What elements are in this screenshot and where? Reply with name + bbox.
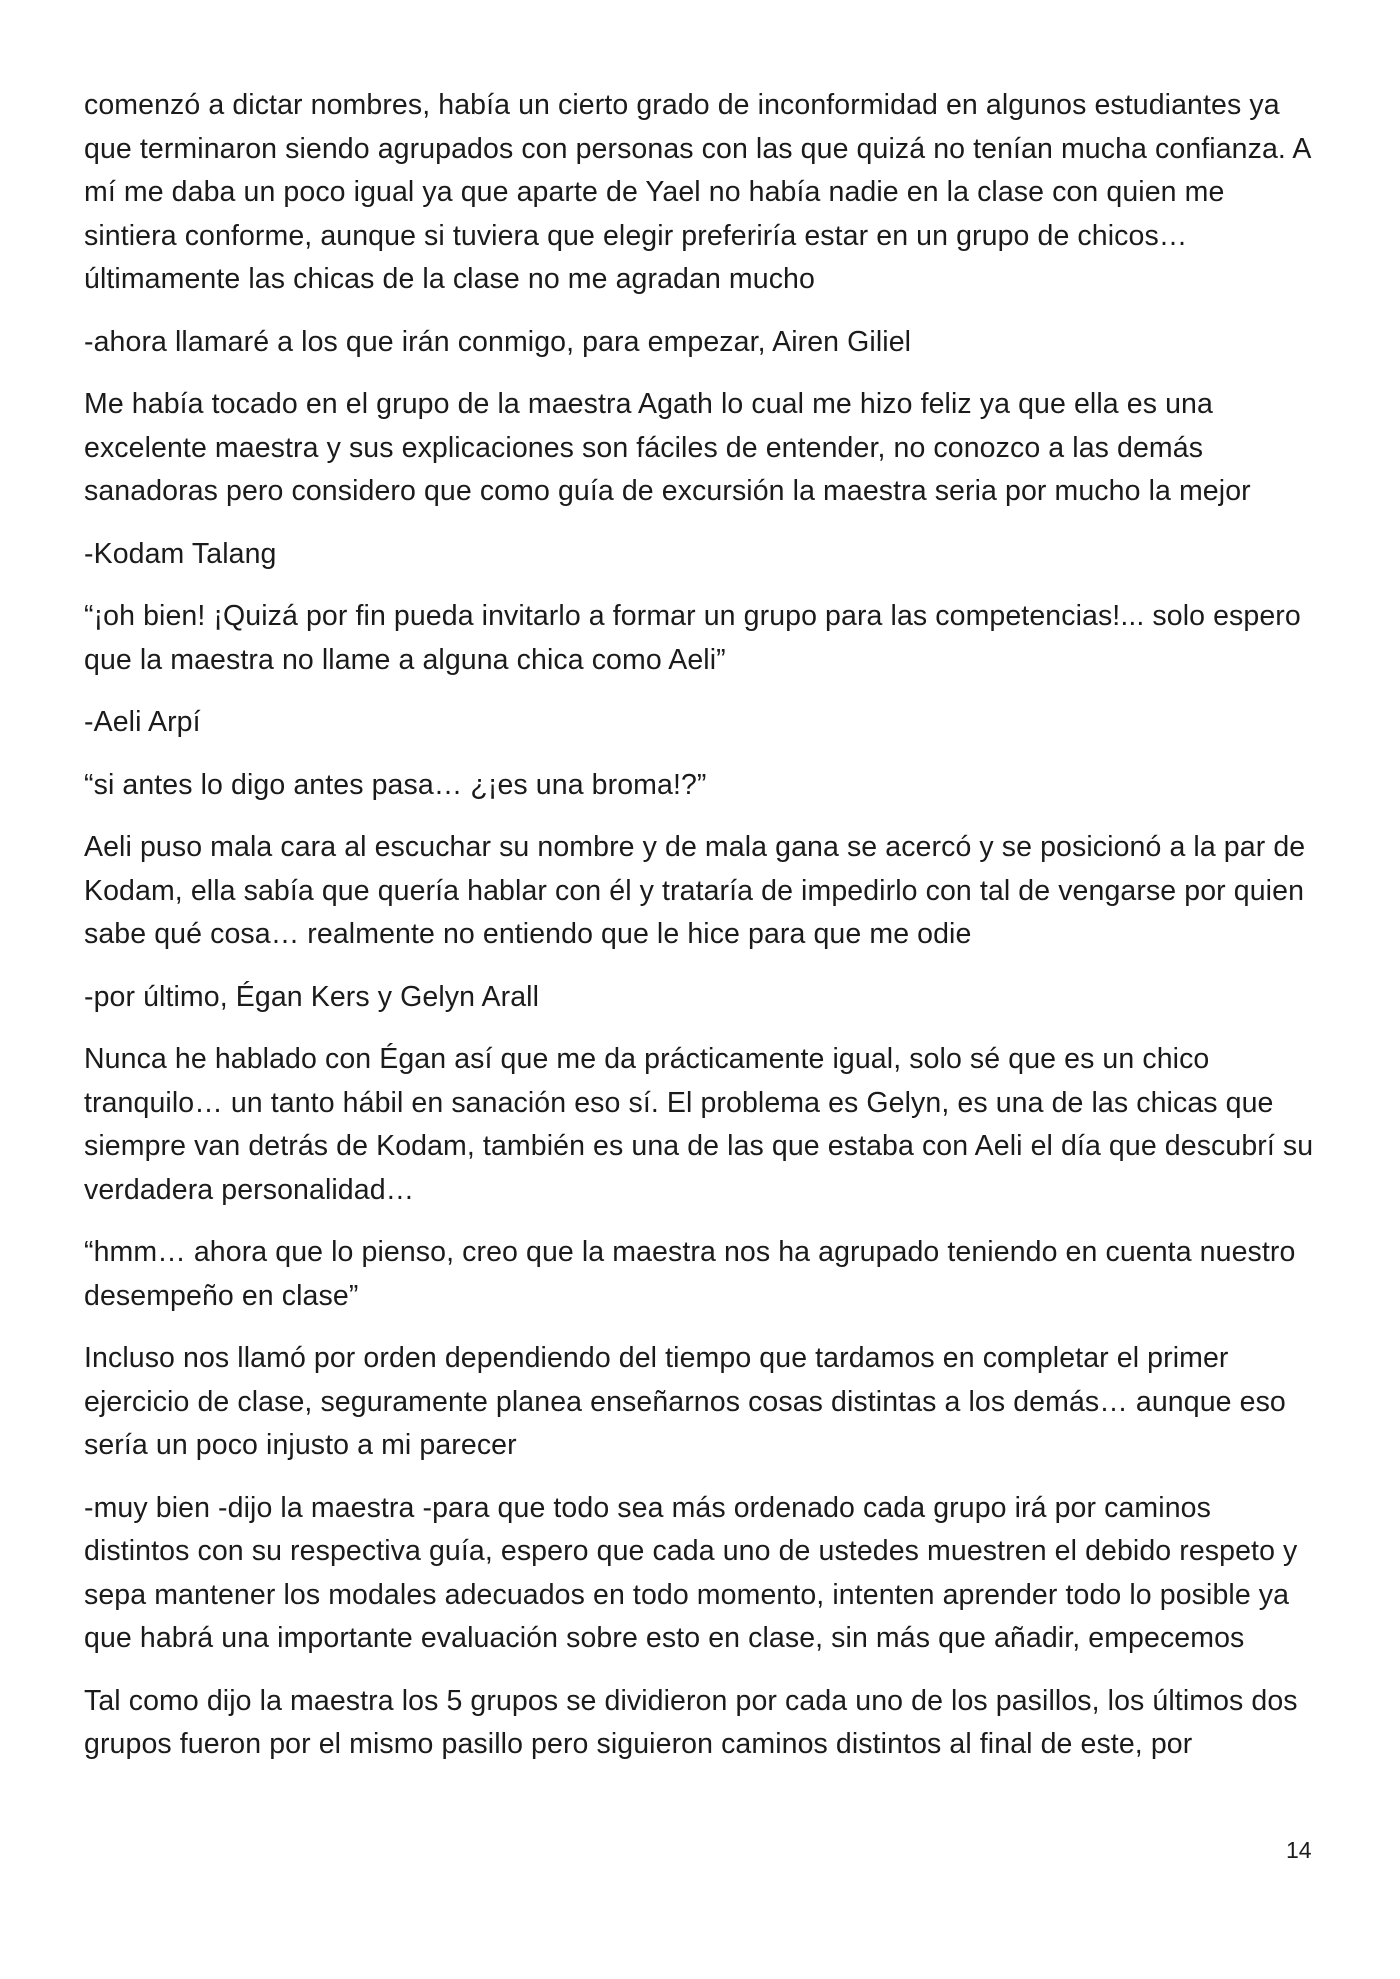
paragraph-9: -por último, Égan Kers y Gelyn Arall	[84, 980, 540, 1013]
paragraph-7: “si antes lo digo antes pasa… ¿¡es una broma!?”	[84, 768, 707, 801]
paragraph-1: comenzó a dictar nombres, había un cierto grado de inconformidad en algunos estudiantes ya que terminaron siendo agrupados con personas con las que quizá no tenían mucha confianza. A mí me daba un poco igual ya que aparte de Yael no había nadie en la clase con quien me sintiera conforme, aunque si tuviera que elegir preferiría estar en un grupo de chicos… últimamente las chicas de la clase no me agradan mucho	[84, 89, 1310, 295]
paragraph-3: Me había tocado en el grupo de la maestra Agath lo cual me hizo feliz ya que ella es una excelente maestra y sus explicaciones son fáciles de entender, no conozco a las demás sanadoras pero considero que como guía de excursión la maestra seria por mucho la mejor	[84, 388, 1251, 507]
paragraph-8: Aeli puso mala cara al escuchar su nombre y de mala gana se acercó y se posicionó a la par de Kodam, ella sabía que quería hablar con él y trataría de impedirlo con tal de vengarse por quien sabe qué cosa… realmente no entiendo que le hice para que me odie	[84, 831, 1306, 950]
paragraph-4: -Kodam Talang	[84, 537, 277, 570]
paragraph-2: -ahora llamaré a los que irán conmigo, para empezar, Airen Giliel	[84, 325, 912, 358]
paragraph-13: -muy bien -dijo la maestra -para que todo sea más ordenado cada grupo irá por caminos distintos con su respectiva guía, espero que cada uno de ustedes muestren el debido respeto y sepa mantener los modales adecuados en todo momento, intenten aprender todo lo posible ya que habrá una importante evaluación sobre esto en clase, sin más que añadir, empecemos	[84, 1491, 1298, 1654]
paragraph-12: Incluso nos llamó por orden dependiendo del tiempo que tardamos en completar el primer ejercicio de clase, seguramente planea enseñarnos cosas distintas a los demás… aunque eso sería un poco injusto a mi parecer	[84, 1342, 1286, 1461]
paragraph-14: Tal como dijo la maestra los 5 grupos se dividieron por cada uno de los pasillos, los últimos dos grupos fueron por el mismo pasillo pero siguieron caminos distintos al final de este, por	[84, 1684, 1298, 1760]
document-page	[84, 84, 1316, 1786]
paragraph-11: “hmm… ahora que lo pienso, creo que la maestra nos ha agrupado teniendo en cuenta nuestro desempeño en clase”	[84, 1236, 1296, 1312]
paragraph-5: “¡oh bien! ¡Quizá por fin pueda invitarlo a formar un grupo para las competencias!... solo espero que la maestra no llame a alguna chica como Aeli”	[84, 600, 1301, 676]
paragraph-6: -Aeli Arpí	[84, 706, 201, 738]
page-number: 14	[1286, 1837, 1312, 1863]
paragraph-10: Nunca he hablado con Égan así que me da prácticamente igual, solo sé que es un chico tranquilo… un tanto hábil en sanación eso sí. El problema es Gelyn, es una de las chicas que siempre van detrás de Kodam, también es una de las que estaba con Aeli el día que descubrí su verdadera personalidad…	[84, 1043, 1314, 1206]
